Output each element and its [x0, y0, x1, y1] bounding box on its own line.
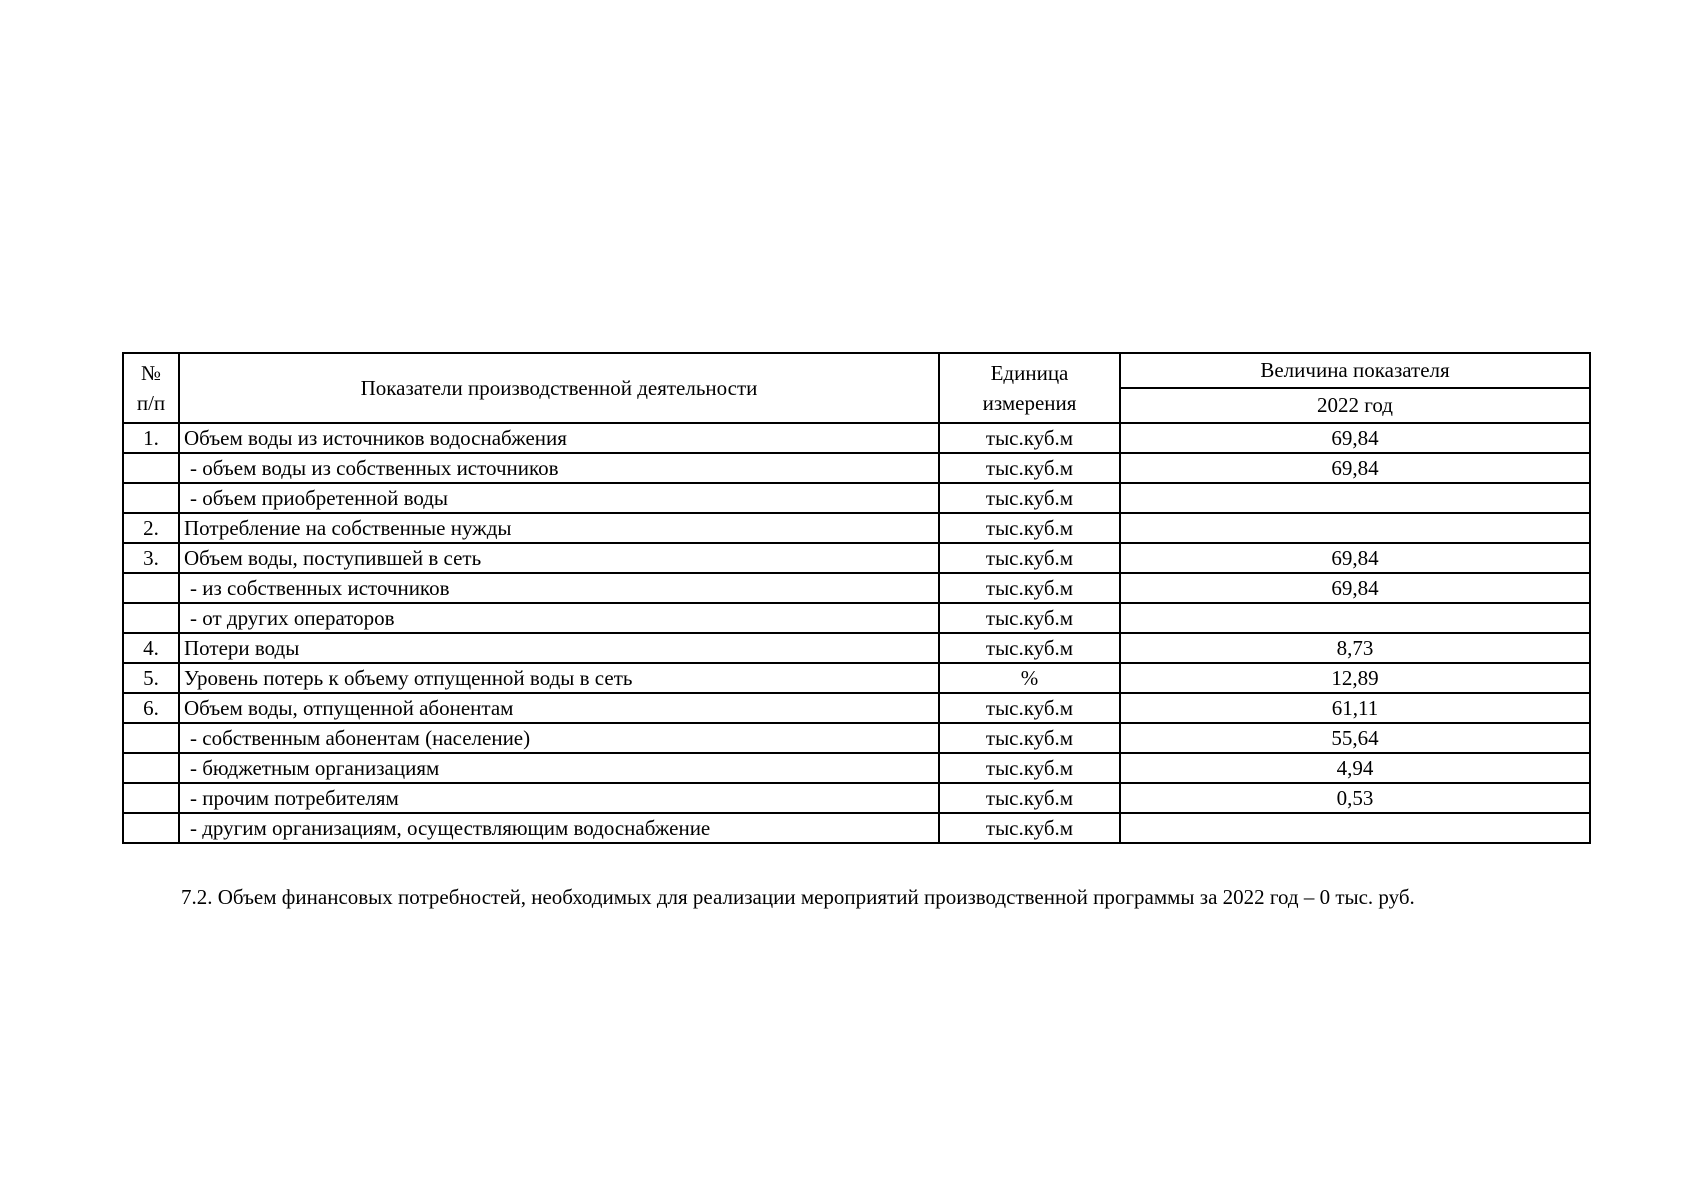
row-number: 6. — [123, 693, 179, 723]
financial-note: 7.2. Объем финансовых потребностей, необходимых для реализации мероприятий производственной программы за 2022 год – 0 тыс. руб. — [181, 885, 1415, 909]
row-unit: тыс.куб.м — [939, 543, 1120, 573]
row-value: 69,84 — [1120, 543, 1590, 573]
row-value: 69,84 — [1120, 573, 1590, 603]
header-indicator: Показатели производственной деятельности — [179, 353, 939, 423]
row-indicator-name: - объем приобретенной воды — [179, 483, 939, 513]
header-number-line1: № — [140, 360, 162, 385]
row-value: 8,73 — [1120, 633, 1590, 663]
row-unit: тыс.куб.м — [939, 423, 1120, 453]
row-unit: тыс.куб.м — [939, 723, 1120, 753]
row-number: 2. — [123, 513, 179, 543]
table-row — [123, 633, 1590, 663]
row-number: 3. — [123, 543, 179, 573]
row-unit: тыс.куб.м — [939, 783, 1120, 813]
header-unit — [939, 353, 1120, 423]
row-indicator-name: - собственным абонентам (население) — [179, 723, 939, 753]
row-indicator-name: - объем воды из собственных источников — [179, 453, 939, 483]
row-unit: тыс.куб.м — [939, 753, 1120, 783]
row-indicator-name: Объем воды, поступившей в сеть — [179, 543, 939, 573]
row-indicator-name: Объем воды, отпущенной абонентам — [179, 693, 939, 723]
row-number — [123, 573, 179, 603]
production-indicators-table — [122, 352, 1591, 844]
row-number — [123, 813, 179, 843]
header-unit-line2: измерения — [982, 391, 1077, 415]
header-year: 2022 год — [1120, 388, 1590, 423]
table-row — [123, 453, 1590, 483]
row-number: 1. — [123, 423, 179, 453]
header-unit-line1: Единица — [990, 360, 1069, 385]
table-row — [123, 663, 1590, 693]
row-value — [1120, 483, 1590, 513]
row-indicator-name: Потребление на собственные нужды — [179, 513, 939, 543]
row-number: 4. — [123, 633, 179, 663]
row-indicator-name: Объем воды из источников водоснабжения — [179, 423, 939, 453]
table-row — [123, 783, 1590, 813]
row-value: 61,11 — [1120, 693, 1590, 723]
row-value — [1120, 513, 1590, 543]
row-value — [1120, 813, 1590, 843]
row-indicator-name: Потери воды — [179, 633, 939, 663]
row-unit: тыс.куб.м — [939, 513, 1120, 543]
table-row — [123, 603, 1590, 633]
table-body — [123, 423, 1590, 843]
row-unit: тыс.куб.м — [939, 603, 1120, 633]
row-unit: тыс.куб.м — [939, 813, 1120, 843]
row-number — [123, 453, 179, 483]
row-number — [123, 753, 179, 783]
row-value — [1120, 603, 1590, 633]
row-indicator-name: - другим организациям, осуществляющим водоснабжение — [179, 813, 939, 843]
row-indicator-name: - прочим потребителям — [179, 783, 939, 813]
header-number — [123, 353, 179, 423]
table-row — [123, 423, 1590, 453]
table-row — [123, 513, 1590, 543]
header-value-group: Величина показателя — [1120, 353, 1590, 388]
table-row — [123, 573, 1590, 603]
table-row — [123, 723, 1590, 753]
row-number — [123, 603, 179, 633]
row-unit: тыс.куб.м — [939, 453, 1120, 483]
table-row — [123, 543, 1590, 573]
table-row — [123, 753, 1590, 783]
row-value: 69,84 — [1120, 423, 1590, 453]
row-unit: % — [939, 663, 1120, 693]
row-number — [123, 483, 179, 513]
row-number: 5. — [123, 663, 179, 693]
row-indicator-name: - из собственных источников — [179, 573, 939, 603]
row-value: 4,94 — [1120, 753, 1590, 783]
row-number — [123, 783, 179, 813]
row-indicator-name: - бюджетным организациям — [179, 753, 939, 783]
table-row — [123, 483, 1590, 513]
row-number — [123, 723, 179, 753]
row-unit: тыс.куб.м — [939, 633, 1120, 663]
row-unit: тыс.куб.м — [939, 693, 1120, 723]
row-unit: тыс.куб.м — [939, 573, 1120, 603]
table-header-row — [123, 353, 1590, 388]
header-number-line2: п/п — [136, 391, 166, 415]
table-row — [123, 693, 1590, 723]
row-indicator-name: - от других операторов — [179, 603, 939, 633]
row-value: 0,53 — [1120, 783, 1590, 813]
row-value: 12,89 — [1120, 663, 1590, 693]
row-indicator-name: Уровень потерь к объему отпущенной воды в сеть — [179, 663, 939, 693]
row-value: 69,84 — [1120, 453, 1590, 483]
row-unit: тыс.куб.м — [939, 483, 1120, 513]
row-value: 55,64 — [1120, 723, 1590, 753]
table-row — [123, 813, 1590, 843]
